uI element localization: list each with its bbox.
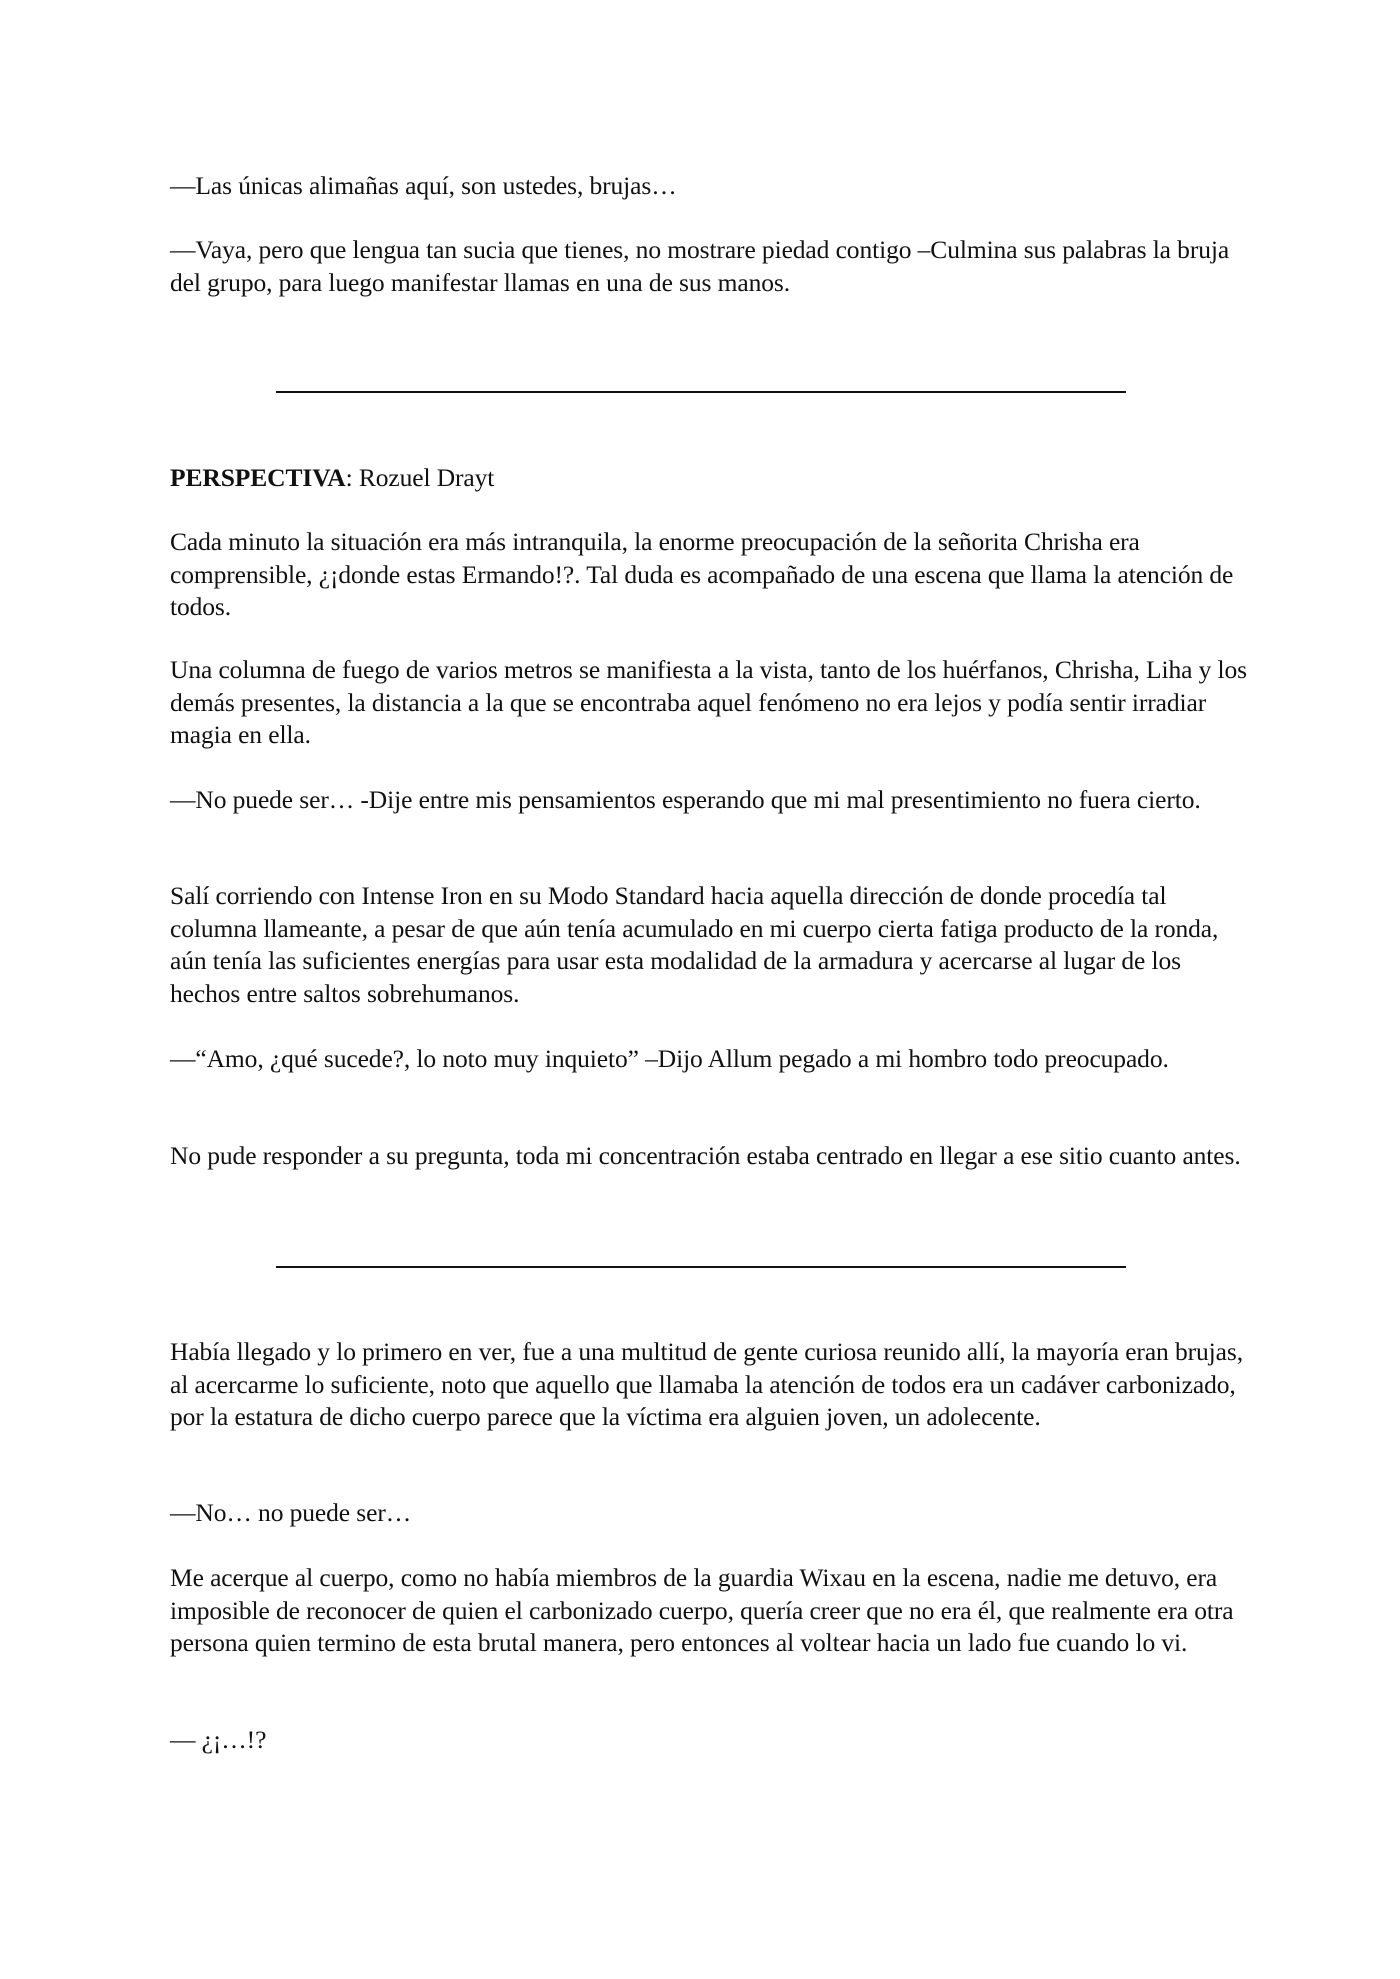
- paragraph-narration-3: Salí corriendo con Intense Iron en su Modo Standard hacia aquella dirección de donde procedía tal columna llameante, a pesar de que aún tenía acumulado en mi cuerpo cierta fatiga producto de la ronda, aún tenía las suficientes energías para usar esta modalidad de la armadura y acercarse al lugar de los hechos entre saltos sobrehumanos.: [170, 881, 1219, 1008]
- paragraph-dialogue-1: —Las únicas alimañas aquí, son ustedes, brujas…: [170, 171, 677, 200]
- section-divider: [276, 1266, 1126, 1268]
- perspective-label: PERSPECTIVA: [170, 463, 346, 492]
- paragraph-narration-6: Me acerque al cuerpo, como no había miembros de la guardia Wixau en la escena, nadie me detuvo, era imposible de reconocer de quien el carbonizado cuerpo, quería creer que no era él, que realmente era otra persona quien termino de esta brutal manera, pero entonces al voltear hacia un lado fue cuando lo vi.: [170, 1563, 1234, 1657]
- paragraph-dialogue-3: —No puede ser… -Dije entre mis pensamientos esperando que mi mal presentimiento no fuera cierto.: [170, 785, 1201, 814]
- perspective-heading: [170, 462, 1250, 495]
- paragraph-dialogue-4: —“Amo, ¿qué sucede?, lo noto muy inquieto” –Dijo Allum pegado a mi hombro todo preocupado.: [170, 1044, 1169, 1073]
- paragraph-narration-4: No pude responder a su pregunta, toda mi concentración estaba centrado en llegar a ese sitio cuanto antes.: [170, 1141, 1241, 1170]
- paragraph-narration-5: Había llegado y lo primero en ver, fue a una multitud de gente curiosa reunido allí, la mayoría eran brujas, al acercarme lo suficiente, noto que aquello que llamaba la atención de todos era un cadáver carbonizado, por la estatura de dicho cuerpo parece que la víctima era alguien joven, un adolecente.: [170, 1337, 1243, 1431]
- paragraph-dialogue-2: —Vaya, pero que lengua tan sucia que tienes, no mostrare piedad contigo –Culmina sus palabras la bruja del grupo, para luego manifestar llamas en una de sus manos.: [170, 235, 1230, 297]
- paragraph-dialogue-5: —No… no puede ser…: [170, 1498, 412, 1527]
- paragraph-narration-1: Cada minuto la situación era más intranquila, la enorme preocupación de la señorita Chrisha era comprensible, ¿¡donde estas Ermando!?. Tal duda es acompañado de una escena que llama la atención de todos.: [170, 527, 1234, 621]
- paragraph-dialogue-6: — ¿¡…!?: [170, 1725, 267, 1754]
- paragraph-narration-2: Una columna de fuego de varios metros se manifiesta a la vista, tanto de los huérfanos, Chrisha, Liha y los demás presentes, la distancia a la que se encontraba aquel fenómeno no era lejos y podía sentir irradiar magia en ella.: [170, 655, 1248, 749]
- section-divider: [276, 391, 1126, 393]
- perspective-name: : Rozuel Drayt: [345, 463, 495, 492]
